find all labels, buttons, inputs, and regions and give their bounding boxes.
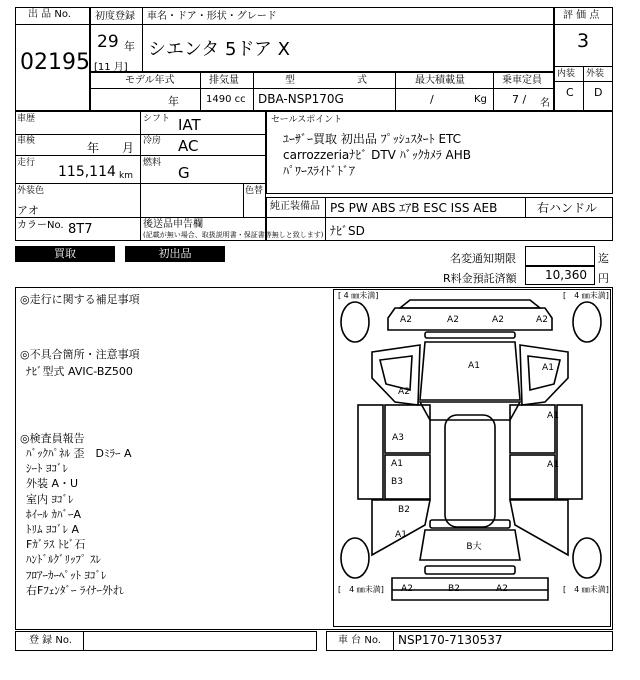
sales-point-line: carrozzeriaﾅﾋﾞ DTV ﾊﾞｯｸｶﾒﾗ AHB bbox=[283, 148, 471, 162]
recycle-fee-label: R料金預託済額 bbox=[443, 272, 517, 285]
exterior-grade: D bbox=[594, 86, 603, 99]
inspection-month: 月 bbox=[122, 141, 135, 155]
defect-line: ﾅﾋﾞ型式 AVIC-BZ500 bbox=[26, 365, 133, 378]
inspector-line: ｼｰﾄ ﾖｺﾞﾚ bbox=[26, 462, 68, 476]
displacement-label: 排気量 bbox=[209, 75, 239, 86]
ac-label: 冷房 bbox=[143, 136, 162, 146]
inspection-year: 年 bbox=[87, 141, 100, 155]
inspector-line: ﾌﾛｱｰｶｰﾍﾟｯﾄ ﾖｺﾞﾚ bbox=[26, 568, 107, 582]
shift-label: シフト bbox=[143, 114, 171, 124]
equipment-label: 純正装備品 bbox=[270, 201, 320, 212]
inspector-line: ﾎｲｰﾙ ｶﾊﾞｰA bbox=[26, 507, 82, 521]
year-unit: 年 bbox=[124, 40, 135, 53]
inspection-label: 車検 bbox=[17, 136, 36, 146]
first-registration-label: 初度登録 bbox=[95, 11, 135, 22]
driving-notes-heading: ◎走行に関する補足事項 bbox=[20, 293, 140, 306]
capacity-value: 7 / bbox=[512, 93, 527, 106]
color-change-label: 色替 bbox=[245, 186, 264, 196]
fuel-label: 燃料 bbox=[143, 158, 162, 168]
damage-mark: A1 bbox=[395, 530, 407, 540]
capacity-unit: 名 bbox=[540, 98, 550, 109]
docs-label: 後送品申告欄 bbox=[143, 219, 203, 230]
score-value: 3 bbox=[577, 30, 590, 52]
damage-mark: B2 bbox=[398, 505, 410, 515]
interior-label: 内装 bbox=[557, 69, 576, 79]
title-transfer-label: 名変通知期限 bbox=[450, 252, 516, 265]
tire-label-top-right: [ 4 ㎜未満] bbox=[563, 291, 609, 300]
title-transfer-box bbox=[525, 246, 595, 266]
damage-mark: B2 bbox=[448, 584, 460, 594]
inspector-line: 右Fﾌｪﾝﾀﾞｰ ﾗｲﾅｰ外れ bbox=[26, 583, 124, 597]
fuel-value: G bbox=[178, 164, 190, 182]
sales-point-line: ﾊﾟﾜｰｽﾗｲﾄﾞﾄﾞｱ bbox=[283, 164, 356, 178]
recycle-fee-unit: 円 bbox=[598, 272, 609, 285]
damage-mark: A3 bbox=[392, 433, 404, 443]
roof bbox=[445, 415, 495, 527]
tire-label-bottom-left: [ 4 ㎜未満] bbox=[338, 585, 384, 594]
defects-heading: ◎不具合箇所・注意事項 bbox=[20, 348, 140, 361]
damage-mark: A2 bbox=[536, 315, 548, 325]
inspector-line: Fｶﾞﾗｽ ﾄﾋﾞ石 bbox=[26, 538, 86, 552]
tire-label-top-left: [ 4 ㎜未満] bbox=[338, 291, 379, 300]
max-load-label: 最大積載量 bbox=[415, 75, 465, 86]
docs-note: (記載が無い場合、取扱説明書・保証書等無しと致します) bbox=[143, 231, 324, 239]
damage-mark: A2 bbox=[401, 584, 413, 594]
damage-mark: A1 bbox=[547, 411, 559, 421]
equipment-value: PS PW ABS ｴｱB ESC ISS AEB bbox=[330, 201, 498, 215]
tire-rear-left bbox=[341, 538, 369, 578]
car-diagram bbox=[333, 289, 611, 627]
displacement-value: 1490 cc bbox=[206, 94, 246, 105]
buyout-tag: 買取 bbox=[15, 246, 115, 262]
chassis-no-value: NSP170-7130537 bbox=[398, 633, 503, 647]
color-no-value: 8T7 bbox=[68, 222, 93, 237]
capacity-label: 乗車定員 bbox=[502, 75, 542, 86]
inspector-line: ﾊﾝﾄﾞﾙｸﾞﾘｯﾌﾟ ｽﾚ bbox=[26, 553, 101, 567]
damage-mark: A2 bbox=[492, 315, 504, 325]
inspector-line: 外装 A・U bbox=[26, 477, 79, 491]
first-registration-year: 29 bbox=[97, 32, 119, 52]
tire-front-right bbox=[573, 302, 601, 342]
exterior-color-label: 外装色 bbox=[17, 186, 45, 196]
tire-front-left bbox=[341, 302, 369, 342]
max-load-unit: Kg bbox=[474, 94, 487, 105]
exterior-label: 外装 bbox=[586, 69, 605, 79]
lot-number-label: 出 品 No. bbox=[28, 9, 71, 20]
exterior-color-value: アオ bbox=[17, 204, 39, 217]
model-year-label: モデル年式 bbox=[125, 75, 175, 86]
damage-mark: A1 bbox=[468, 361, 480, 371]
first-listing-tag: 初出品 bbox=[125, 246, 225, 262]
mileage-unit: km bbox=[119, 171, 133, 181]
car-name-label: 車名・ドア・形状・グレード bbox=[147, 11, 277, 22]
registration-no-label: 登 録 No. bbox=[29, 635, 72, 646]
color-no-label: カラーNo. bbox=[17, 220, 64, 231]
inspector-report-list bbox=[26, 446, 132, 598]
model-year-unit: 年 bbox=[168, 95, 179, 108]
inspector-line: 室内 ﾖｺﾞﾚ bbox=[26, 492, 74, 506]
damage-mark: B3 bbox=[391, 477, 403, 487]
sales-points-label: セールスポイント bbox=[271, 115, 343, 125]
mileage-label: 走行 bbox=[17, 158, 36, 168]
damage-mark: A1 bbox=[542, 363, 554, 373]
interior-grade: C bbox=[566, 86, 574, 99]
inspector-line: ﾊﾞｯｸﾊﾟﾈﾙ 歪 Dﾐﾗｰ A bbox=[26, 447, 132, 460]
damage-mark: A1 bbox=[547, 460, 559, 470]
tire-rear-right bbox=[573, 538, 601, 578]
first-registration-month: [11 月] bbox=[94, 62, 128, 73]
max-load-slash: / bbox=[430, 93, 434, 106]
chassis-no-label: 車 台 No. bbox=[338, 635, 381, 646]
inspector-heading: ◎検査員報告 bbox=[20, 432, 85, 445]
other-equipment: ﾅﾋﾞSD bbox=[330, 224, 365, 238]
shift-value: IAT bbox=[178, 116, 201, 134]
title-transfer-unit: 迄 bbox=[598, 252, 609, 265]
model-label: 型 式 bbox=[285, 75, 381, 86]
tire-label-bottom-right: [ 4 ㎜未満] bbox=[563, 585, 609, 594]
lot-number: 02195 bbox=[20, 50, 90, 75]
mileage-value: 115,114 bbox=[58, 164, 116, 180]
inspector-line: ﾄﾘﾑ ﾖｺﾞﾚ A bbox=[26, 523, 80, 537]
sales-point-line: ﾕｰｻﾞｰ買取 初出品 ﾌﾟｯｼｭｽﾀｰﾄ ETC bbox=[283, 132, 462, 146]
model-value: DBA-NSP170G bbox=[258, 92, 344, 106]
damage-mark: A1 bbox=[391, 459, 403, 469]
car-name: シエンタ 5ドア X bbox=[148, 39, 290, 60]
recycle-fee-value: 10,360 bbox=[545, 268, 587, 282]
score-label: 評 価 点 bbox=[563, 10, 600, 21]
damage-mark: B大 bbox=[466, 542, 482, 552]
steering-side: 右ハンドル bbox=[537, 201, 598, 215]
damage-mark: A2 bbox=[496, 584, 508, 594]
history-label: 車歴 bbox=[17, 114, 36, 124]
damage-mark: A2 bbox=[400, 315, 412, 325]
ac-value: AC bbox=[178, 137, 199, 155]
damage-mark: A2 bbox=[447, 315, 459, 325]
damage-mark: A2 bbox=[398, 387, 410, 397]
